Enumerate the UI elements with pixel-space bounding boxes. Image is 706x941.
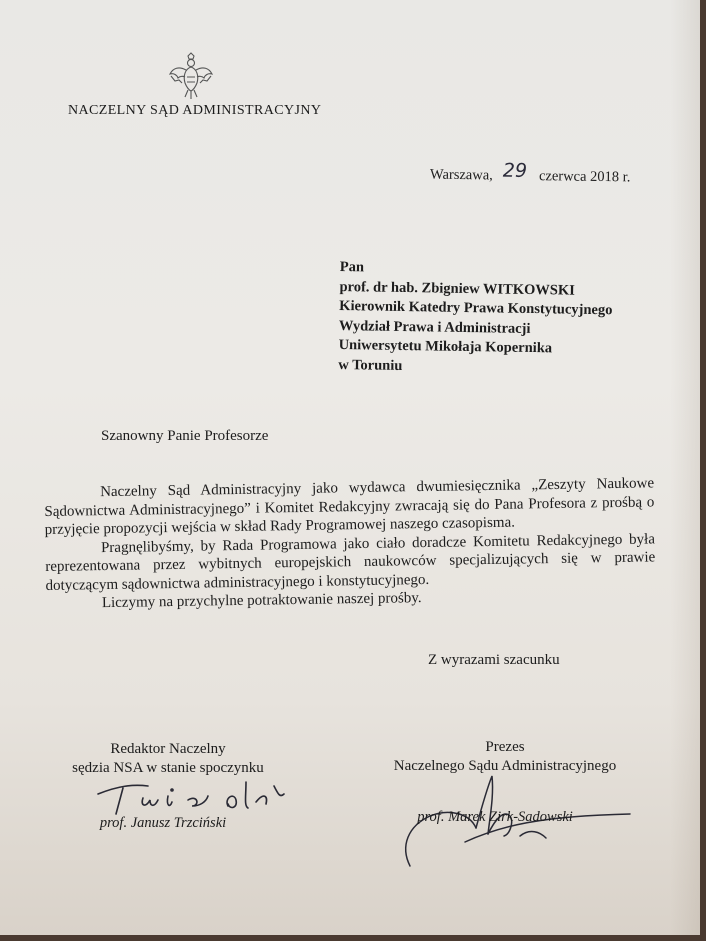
recipient-line: Uniwersytetu Mikołaja Kopernika bbox=[338, 336, 553, 357]
signature-title: Redaktor Naczelny bbox=[110, 741, 226, 757]
date-line bbox=[429, 159, 631, 187]
signature-block-president bbox=[370, 738, 640, 825]
date-city: Warszawa, bbox=[429, 166, 493, 184]
salutation: Szanowny Panie Profesorze bbox=[101, 428, 269, 444]
date-day-handwritten: 29 bbox=[502, 159, 528, 182]
recipient-line: w Toruniu bbox=[338, 356, 403, 374]
court-name-letterhead: NACZELNY SĄD ADMINISTRACYJNY bbox=[68, 103, 322, 118]
signature-block-editor bbox=[48, 740, 288, 831]
polish-eagle-emblem bbox=[166, 52, 216, 102]
date-month-year: czerwca 2018 r. bbox=[538, 168, 631, 186]
letter-body bbox=[44, 474, 656, 613]
signature-printed-name: prof. Marek Zirk-Sadowski bbox=[417, 809, 573, 825]
body-paragraph: Liczymy na przychylne potraktowanie naszej prośby. bbox=[101, 590, 422, 612]
recipient-line: Wydział Prawa i Administracji bbox=[338, 317, 531, 337]
signature-subtitle: sędzia NSA w stanie spoczynku bbox=[72, 760, 264, 776]
signature-title: Prezes bbox=[485, 739, 525, 755]
closing-phrase: Z wyrazami szacunku bbox=[428, 652, 560, 668]
body-paragraph: Pragnęlibyśmy, by Rada Programowa jako ciało doradcze Komitetu Redakcyjnego była reprezentowana przez wybitnych europejskich naukowców specjalizujących się w prawie dotyczącym sądownictwa administracyjnego i konstytucyjnego. bbox=[45, 530, 656, 594]
recipient-line: Pan bbox=[339, 258, 365, 276]
signature-printed-name: prof. Janusz Trzciński bbox=[99, 815, 227, 831]
signature-subtitle: Naczelnego Sądu Administracyjnego bbox=[393, 758, 617, 774]
recipient-address bbox=[338, 258, 613, 379]
body-paragraph: Naczelny Sąd Administracyjny jako wydawca dwumiesięcznika „Zeszyty Naukowe Sądownictwa Administracyjnego” i Komitet Redakcyjny zwracają się do Pana Profesora z prośbą o przyjęcie propozycji wejścia w skład Rady Programowej naszego czasopisma. bbox=[44, 475, 655, 538]
recipient-line: Kierownik Katedry Prawa Konstytucyjnego bbox=[339, 297, 613, 319]
recipient-line: prof. dr hab. Zbigniew WITKOWSKI bbox=[339, 278, 575, 299]
